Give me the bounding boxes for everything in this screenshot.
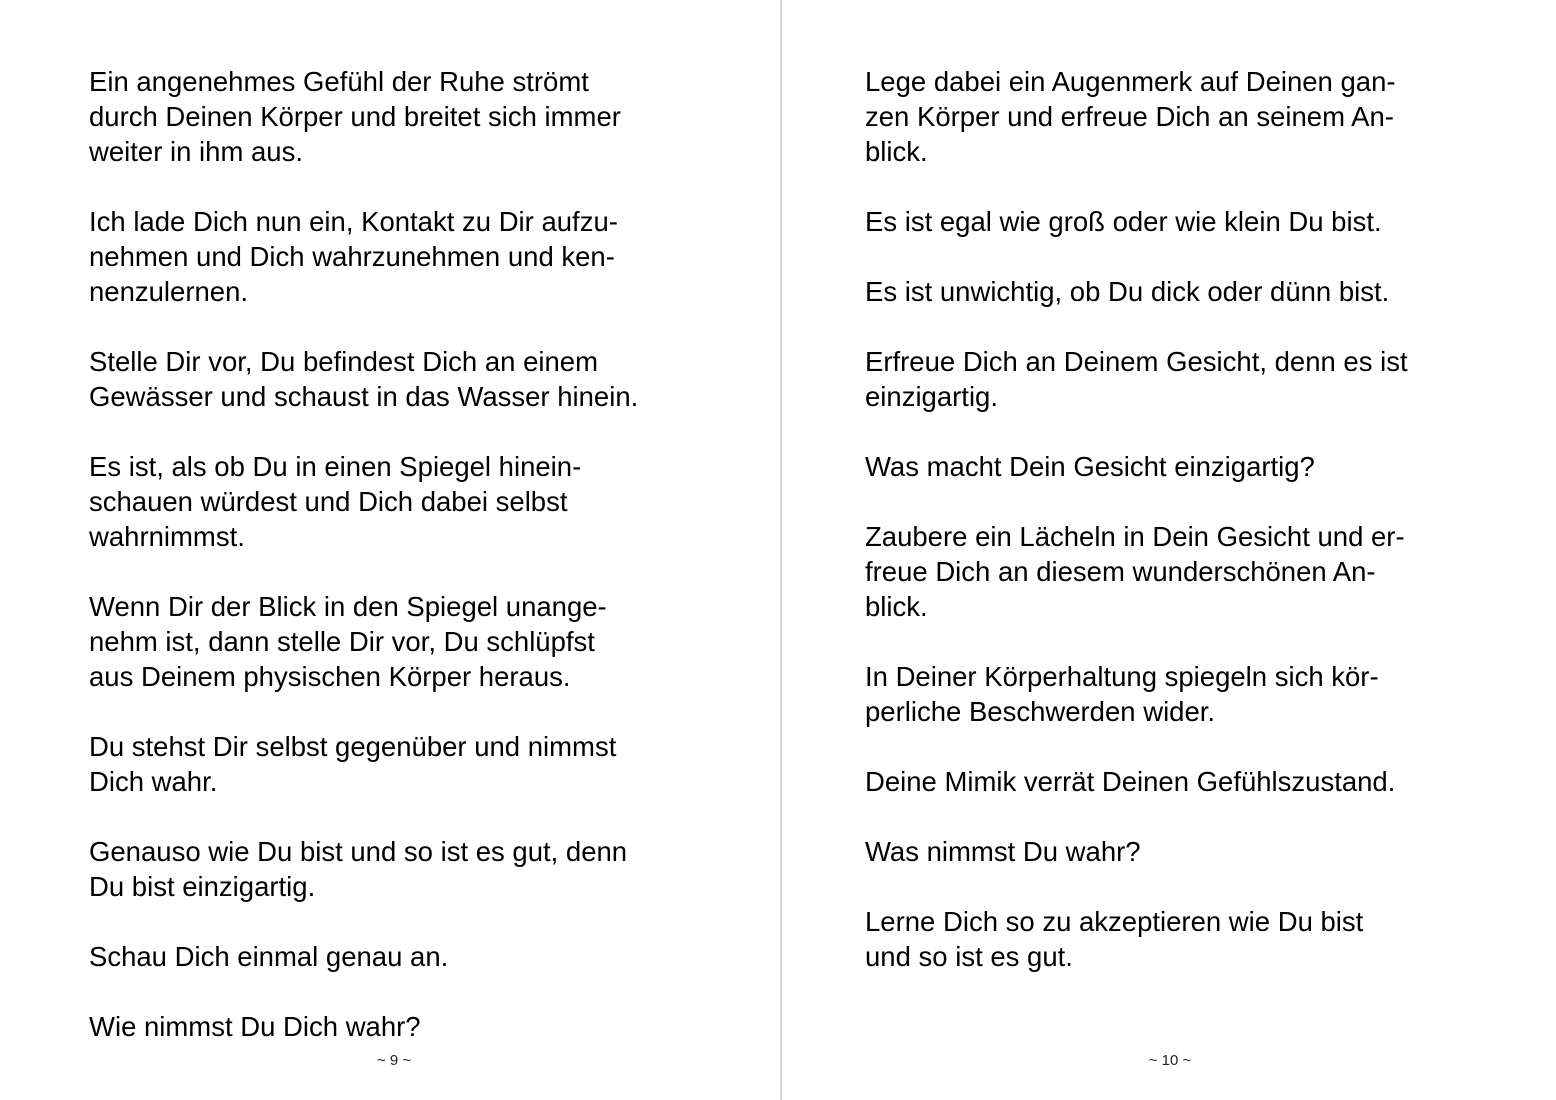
paragraph: Ich lade Dich nun ein, Kontakt zu Dir aufzu- nehmen und Dich wahrzunehmen und ken- nenzulernen. — [89, 206, 618, 307]
paragraph: Es ist, als ob Du in einen Spiegel hinein- schauen würdest und Dich dabei selbst wahrnimmst. — [89, 451, 582, 552]
paragraph: Du stehst Dir selbst gegenüber und nimmst Dich wahr. — [89, 731, 617, 797]
paragraph: Genauso wie Du bist und so ist es gut, denn Du bist einzigartig. — [89, 836, 628, 902]
paragraph: Was macht Dein Gesicht einzigartig? — [865, 451, 1315, 482]
page-number-left: ~ 9 ~ — [376, 1052, 412, 1069]
paragraph: Schau Dich einmal genau an. — [89, 941, 449, 972]
paragraph: Stelle Dir vor, Du befindest Dich an einem Gewässer und schaust in das Wasser hinein. — [89, 346, 639, 412]
right-page — [865, 64, 1476, 1009]
paragraph: Es ist unwichtig, ob Du dick oder dünn bist. — [865, 276, 1390, 307]
page-number-right: ~ 10 ~ — [1148, 1052, 1192, 1069]
paragraph: Es ist egal wie groß oder wie klein Du bist. — [865, 206, 1382, 237]
paragraph: Was nimmst Du wahr? — [865, 836, 1141, 867]
paragraph: Wenn Dir der Blick in den Spiegel unange- nehm ist, dann stelle Dir vor, Du schlüpfst aus Deinem physischen Körper heraus. — [89, 591, 607, 692]
paragraph: Lege dabei ein Augenmerk auf Deinen gan- zen Körper und erfreue Dich an seinem An- blick. — [865, 66, 1396, 167]
paragraph: Deine Mimik verrät Deinen Gefühlszustand. — [865, 766, 1396, 797]
paragraph: Erfreue Dich an Deinem Gesicht, denn es ist einzigartig. — [865, 346, 1408, 412]
left-page — [89, 64, 700, 1079]
page-gutter-divider — [780, 0, 782, 1100]
paragraph: Zaubere ein Lächeln in Dein Gesicht und er- freue Dich an diesem wunderschönen An- blick. — [865, 521, 1405, 622]
paragraph: Wie nimmst Du Dich wahr? — [89, 1011, 421, 1042]
paragraph: Lerne Dich so zu akzeptieren wie Du bist und so ist es gut. — [865, 906, 1364, 972]
paragraph: Ein angenehmes Gefühl der Ruhe strömt durch Deinen Körper und breitet sich immer weiter in ihm aus. — [89, 66, 621, 167]
paragraph: In Deiner Körperhaltung spiegeln sich kör- perliche Beschwerden wider. — [865, 661, 1379, 727]
